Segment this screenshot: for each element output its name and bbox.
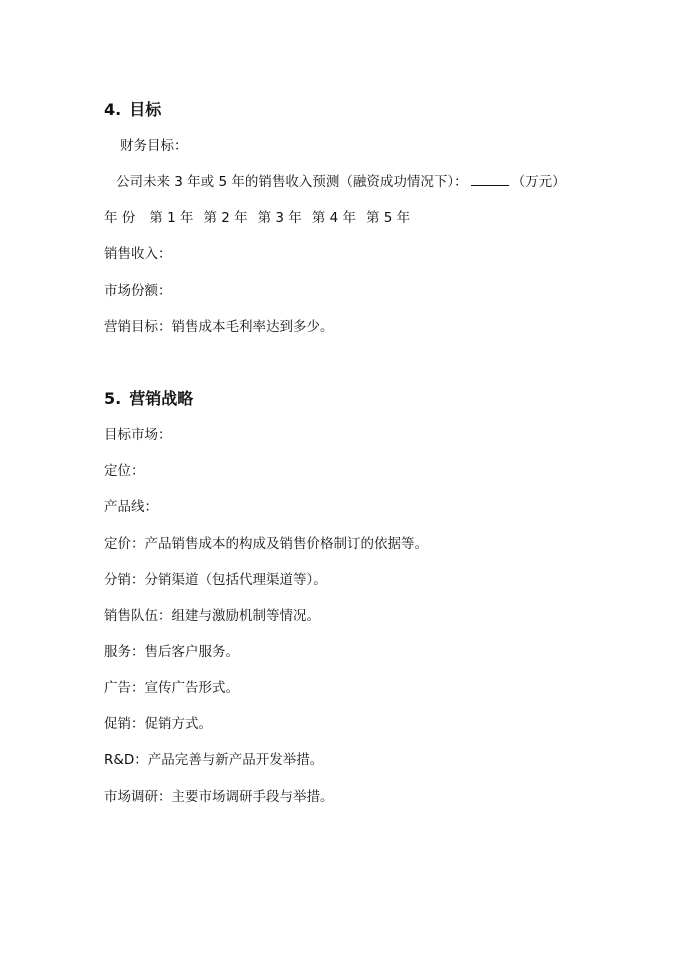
financial-goal-label: 财务目标： [120, 138, 188, 154]
strategy-item-service: 服务：售后客户服务。 [104, 644, 239, 660]
strategy-item-product-line: 产品线： [104, 499, 158, 515]
strategy-item-market-research: 市场调研：主要市场调研手段与举措。 [104, 789, 334, 805]
years-label: 年 份 [104, 210, 136, 226]
strategy-item-positioning: 定位： [104, 463, 145, 479]
strategy-item-sales-team: 销售队伍：组建与激励机制等情况。 [104, 608, 320, 624]
year-4: 第 4 年 [311, 210, 356, 226]
sales-revenue-label: 销售收入： [104, 246, 172, 262]
marketing-goal-line: 营销目标：销售成本毛利率达到多少。 [104, 319, 334, 335]
section-5-heading [104, 388, 193, 410]
strategy-item-pricing: 定价：产品销售成本的构成及销售价格制订的依据等。 [104, 536, 428, 552]
year-2: 第 2 年 [203, 210, 248, 226]
section-4-heading [104, 99, 161, 121]
section-4-title: 目标 [129, 100, 162, 119]
year-1: 第 1 年 [149, 210, 194, 226]
market-share-label: 市场份额： [104, 283, 172, 299]
section-4-number: 4. [104, 100, 122, 119]
strategy-item-target-market: 目标市场： [104, 427, 172, 443]
strategy-item-distribution: 分销：分销渠道（包括代理渠道等）。 [104, 572, 327, 588]
years-row [104, 209, 420, 227]
strategy-item-advertising: 广告：宣传广告形式。 [104, 680, 239, 696]
forecast-suffix: （万元） [511, 174, 566, 190]
section-5-title: 营销战略 [129, 389, 194, 408]
forecast-blank [471, 173, 509, 186]
section-5-number: 5. [104, 389, 122, 408]
forecast-prefix: 公司未来 3 年或 5 年的销售收入预测（融资成功情况下）： [116, 174, 468, 190]
strategy-item-promotion: 促销：促销方式。 [104, 716, 212, 732]
strategy-item-rnd: R&D：产品完善与新产品开发举措。 [104, 752, 324, 768]
year-3: 第 3 年 [257, 210, 302, 226]
year-5: 第 5 年 [365, 210, 411, 226]
revenue-forecast-line [116, 173, 566, 191]
